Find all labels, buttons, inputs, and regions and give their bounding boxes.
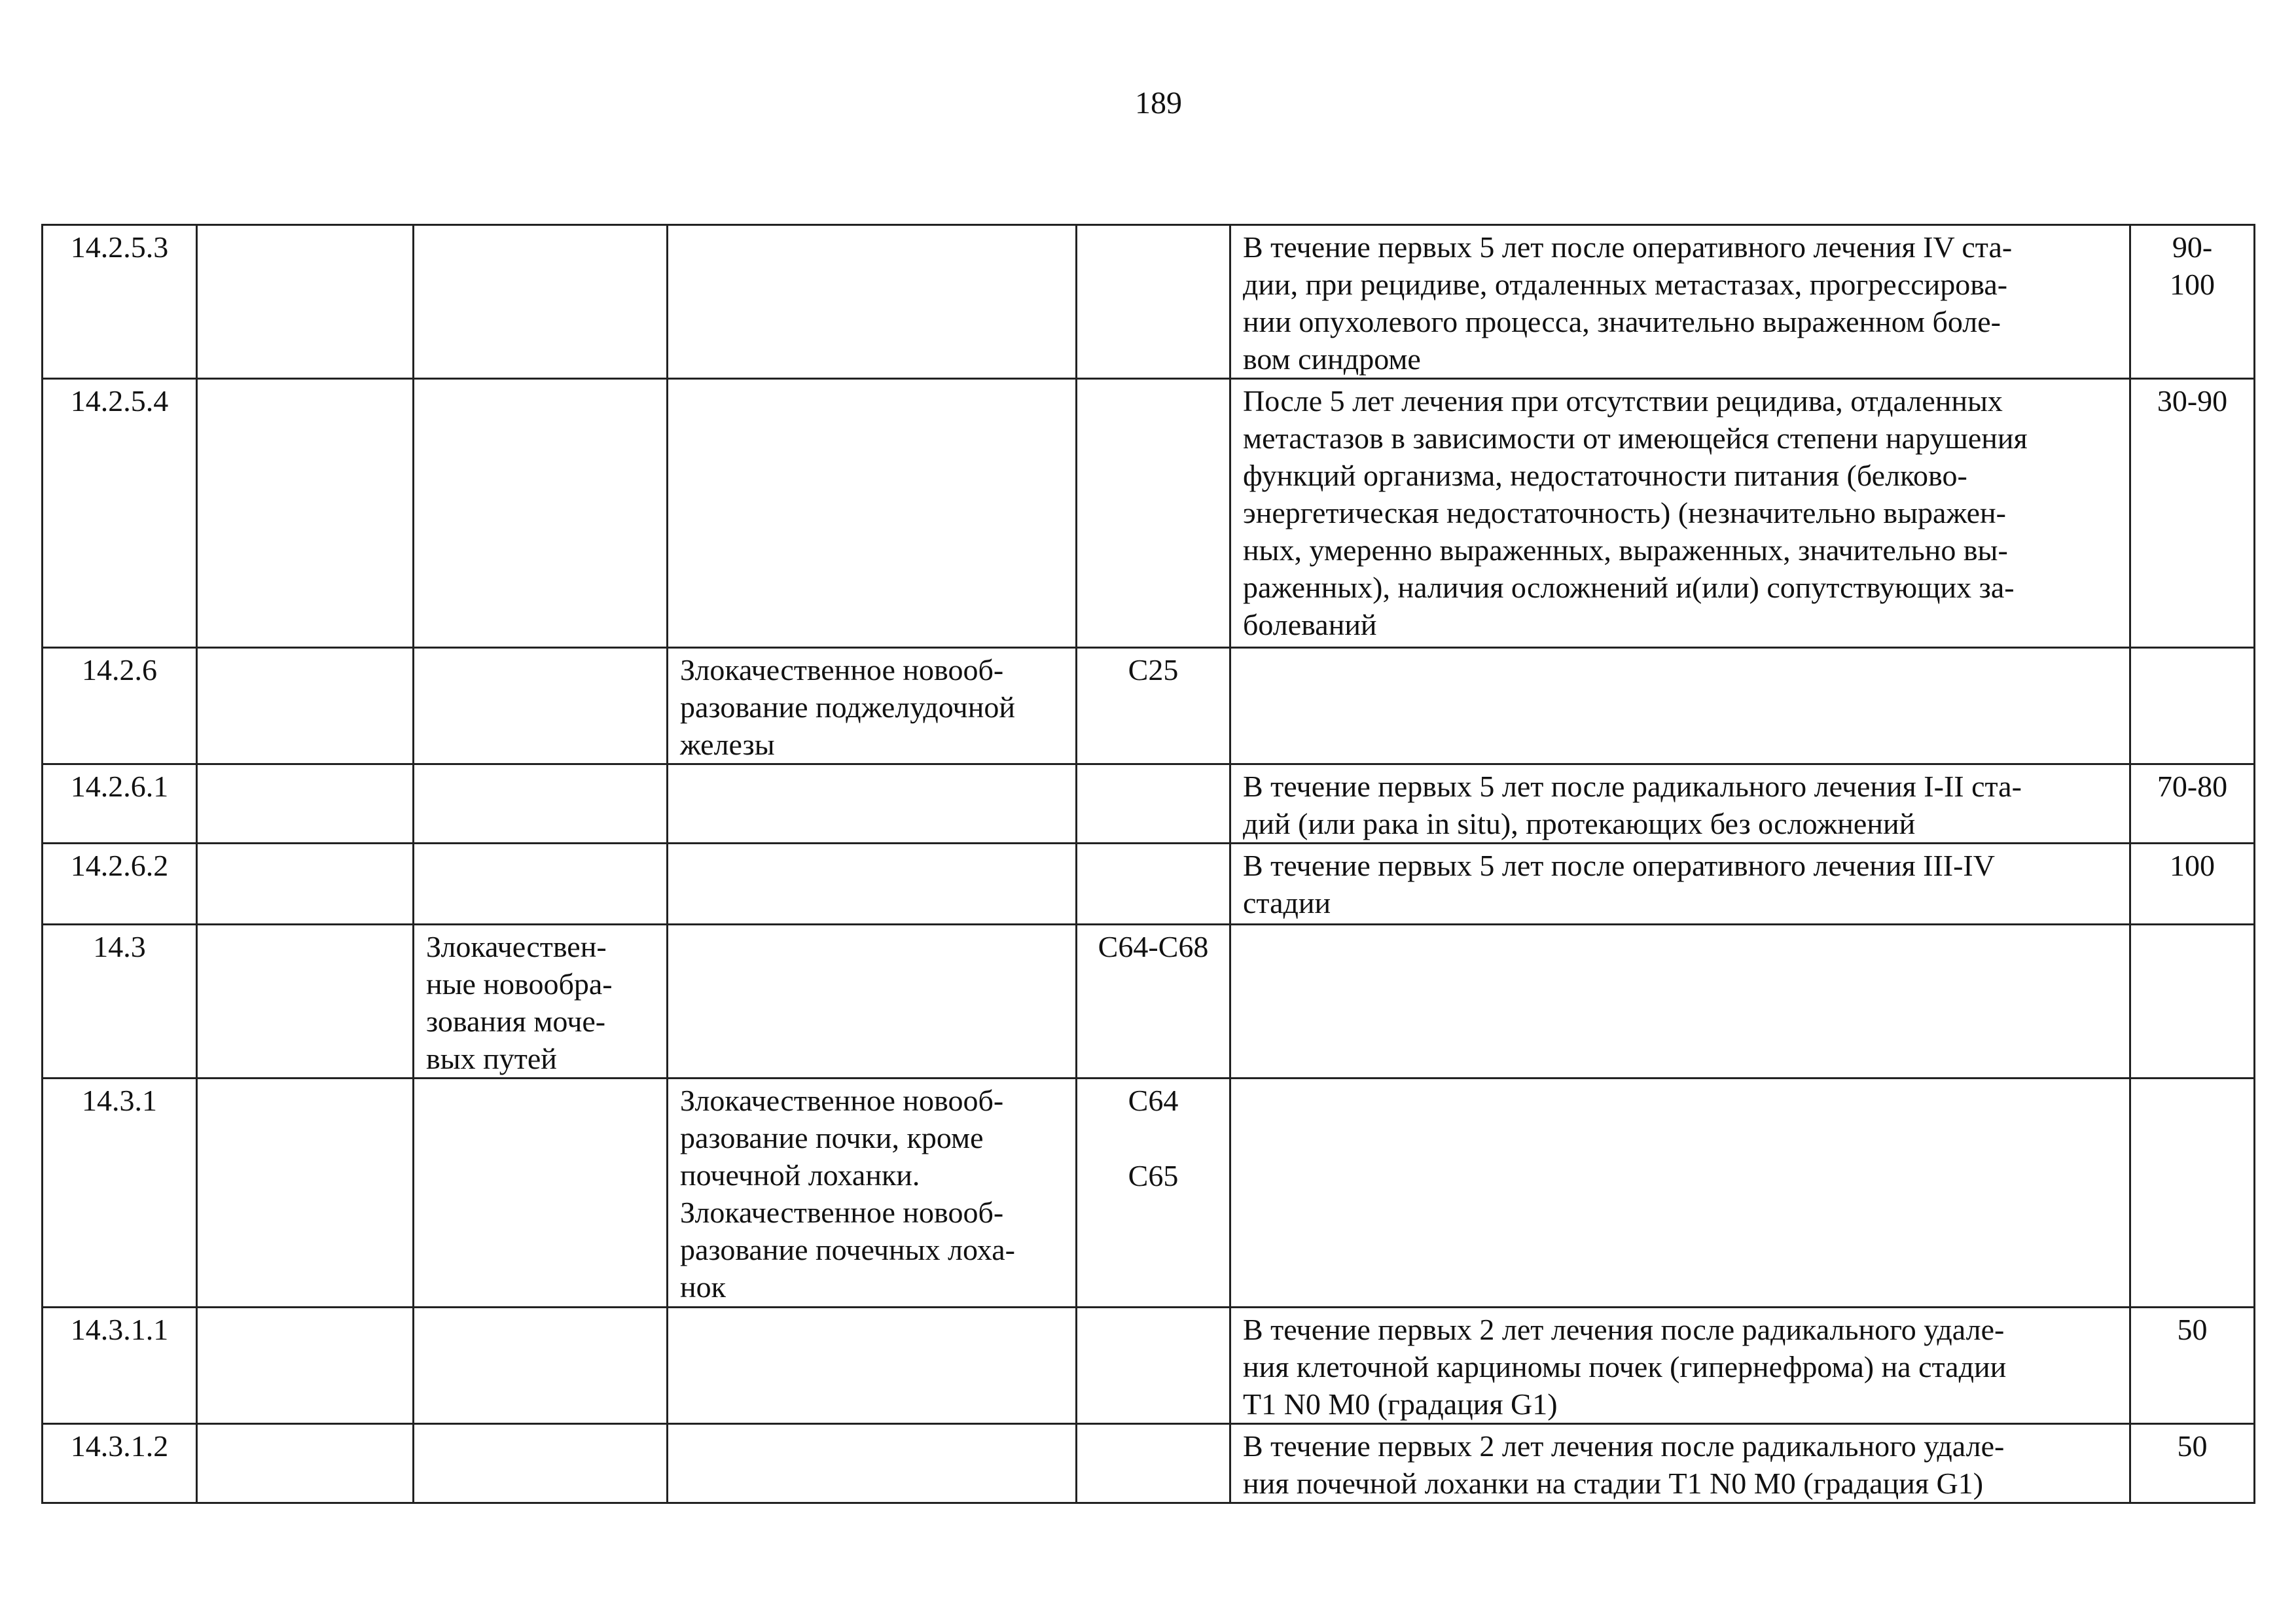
- disability-percent-cell: [2130, 225, 2255, 379]
- disease-group-cell: [414, 844, 668, 925]
- blank-cell: [197, 925, 414, 1079]
- disease-name-cell: [668, 1308, 1077, 1424]
- icd-code-cell: [1077, 1424, 1230, 1503]
- clinical-description-cell: [1230, 1424, 2130, 1503]
- disability-percent-cell: [2130, 764, 2255, 844]
- disease-line: разование почки, кроме: [680, 1121, 984, 1154]
- table-row: [43, 225, 2255, 379]
- description-line: ния почечной лоханки на стадии T1 N0 M0 (градация G1): [1243, 1467, 1984, 1500]
- table-row: [43, 648, 2255, 764]
- disability-criteria-table: [41, 224, 2255, 1504]
- disease-line: Злокачественное новооб-: [680, 1084, 1004, 1117]
- disability-percent-cell: [2130, 379, 2255, 648]
- icd-code-cell: [1077, 225, 1230, 379]
- blank-cell: [197, 225, 414, 379]
- blank-cell: [197, 379, 414, 648]
- clinical-description-cell: [1230, 1079, 2130, 1308]
- row-number-cell: [43, 648, 197, 764]
- disease-name-cell: [668, 764, 1077, 844]
- row-number-cell: [43, 925, 197, 1079]
- row-number: 14.3: [93, 930, 146, 963]
- disease-line: Злокачественное новооб-: [680, 653, 1004, 687]
- description-line: метастазов в зависимости от имеющейся степени нарушения: [1243, 421, 2028, 455]
- description-line: ния клеточной карциномы почек (гипернефрома) на стадии: [1243, 1350, 2007, 1383]
- disability-percent-cell: [2130, 925, 2255, 1079]
- percent-line: 50: [2177, 1313, 2208, 1346]
- blank-cell: [197, 1308, 414, 1424]
- percent-line: 70-80: [2157, 770, 2228, 803]
- icd-code-cell: [1077, 844, 1230, 925]
- disease-group-cell: [414, 1424, 668, 1503]
- description-line: В течение первых 2 лет лечения после радикального удале-: [1243, 1429, 2005, 1463]
- table-row: [43, 764, 2255, 844]
- disease-name-cell: [668, 925, 1077, 1079]
- row-number: 14.2.5.4: [70, 384, 169, 418]
- disease-name-cell: [668, 379, 1077, 648]
- row-number: 14.2.6.1: [70, 770, 169, 803]
- description-line: энергетическая недостаточность) (незначительно выражен-: [1243, 496, 2006, 529]
- disability-percent-cell: [2130, 1308, 2255, 1424]
- description-line: ных, умеренно выраженных, выраженных, значительно вы-: [1243, 533, 2008, 567]
- icd-code-cell: [1077, 764, 1230, 844]
- disease-line: почечной лоханки.: [680, 1158, 920, 1192]
- row-number-cell: [43, 1308, 197, 1424]
- clinical-description-cell: [1230, 379, 2130, 648]
- blank-cell: [197, 764, 414, 844]
- row-number-cell: [43, 379, 197, 648]
- code-line: C25: [1128, 653, 1179, 687]
- disease-group-cell: [414, 379, 668, 648]
- description-line: В течение первых 5 лет после оперативного лечения III-IV: [1243, 849, 1995, 882]
- clinical-description-cell: [1230, 844, 2130, 925]
- group-line: зования моче-: [426, 1005, 606, 1038]
- group-line: Злокачествен-: [426, 930, 607, 963]
- disease-group-cell: [414, 225, 668, 379]
- description-line: В течение первых 2 лет лечения после радикального удале-: [1243, 1313, 2005, 1346]
- row-number-cell: [43, 1424, 197, 1503]
- icd-code-cell: [1077, 925, 1230, 1079]
- disease-group-cell: [414, 648, 668, 764]
- clinical-description-cell: [1230, 1308, 2130, 1424]
- percent-line: 100: [2170, 268, 2215, 301]
- description-line: В течение первых 5 лет после радикального лечения I-II ста-: [1243, 770, 2022, 803]
- disability-percent-cell: [2130, 1079, 2255, 1308]
- description-line: раженных), наличия осложнений и(или) сопутствующих за-: [1243, 571, 2015, 604]
- disease-group-cell: [414, 764, 668, 844]
- disease-group-cell: [414, 925, 668, 1079]
- code-line: C64: [1128, 1084, 1179, 1117]
- disease-name-cell: [668, 648, 1077, 764]
- disease-line: Злокачественное новооб-: [680, 1196, 1004, 1229]
- disability-percent-cell: [2130, 648, 2255, 764]
- disease-name-cell: [668, 844, 1077, 925]
- page-number: 189: [1135, 86, 1182, 120]
- disease-line: железы: [680, 728, 775, 761]
- description-line: После 5 лет лечения при отсутствии рецидива, отдаленных: [1243, 384, 2003, 418]
- blank-cell: [197, 844, 414, 925]
- disability-percent-cell: [2130, 844, 2255, 925]
- disease-group-cell: [414, 1079, 668, 1308]
- percent-line: 100: [2170, 849, 2215, 882]
- description-line: T1 N0 M0 (градация G1): [1243, 1387, 1558, 1421]
- disease-name-cell: [668, 1079, 1077, 1308]
- table-row: [43, 925, 2255, 1079]
- clinical-description-cell: [1230, 764, 2130, 844]
- blank-cell: [197, 648, 414, 764]
- icd-code-cell: [1077, 1079, 1230, 1308]
- percent-line: 30-90: [2157, 384, 2228, 418]
- blank-cell: [197, 1079, 414, 1308]
- description-line: В течение первых 5 лет после оперативного лечения IV ста-: [1243, 230, 2013, 264]
- table-row: [43, 379, 2255, 648]
- table-row: [43, 1308, 2255, 1424]
- row-number: 14.3.1.1: [70, 1313, 169, 1346]
- row-number: 14.3.1.2: [70, 1429, 169, 1463]
- clinical-description-cell: [1230, 925, 2130, 1079]
- percent-line: 50: [2177, 1429, 2208, 1463]
- table-row: [43, 1079, 2255, 1308]
- icd-code-cell: [1077, 648, 1230, 764]
- row-number-cell: [43, 844, 197, 925]
- clinical-description-cell: [1230, 225, 2130, 379]
- icd-code-cell: [1077, 1308, 1230, 1424]
- description-line: вом синдроме: [1243, 342, 1421, 376]
- blank-cell: [197, 1424, 414, 1503]
- table-row: [43, 844, 2255, 925]
- description-line: дии, при рецидиве, отдаленных метастазах, прогрессирова-: [1243, 268, 2008, 301]
- disease-group-cell: [414, 1308, 668, 1424]
- code-line: C64-C68: [1098, 930, 1209, 963]
- icd-code-cell: [1077, 379, 1230, 648]
- group-line: ные новообра-: [426, 967, 613, 1001]
- row-number-cell: [43, 764, 197, 844]
- disease-line: разование поджелудочной: [680, 690, 1015, 724]
- table-body: [43, 225, 2255, 1503]
- table-row: [43, 1424, 2255, 1503]
- description-line: болеваний: [1243, 608, 1377, 641]
- row-number-cell: [43, 1079, 197, 1308]
- row-number: 14.3.1: [82, 1084, 157, 1117]
- description-line: функций организма, недостаточности питания (белково-: [1243, 459, 1967, 492]
- row-number: 14.2.6.2: [70, 849, 169, 882]
- description-line: нии опухолевого процесса, значительно выраженном боле-: [1243, 305, 2001, 338]
- disease-line: нок: [680, 1270, 726, 1304]
- group-line: вых путей: [426, 1042, 557, 1075]
- description-line: дий (или рака in situ), протекающих без осложнений: [1243, 807, 1916, 840]
- disability-percent-cell: [2130, 1424, 2255, 1503]
- row-number: 14.2.6: [82, 653, 157, 687]
- clinical-description-cell: [1230, 648, 2130, 764]
- code-line: C65: [1128, 1159, 1179, 1192]
- disease-name-cell: [668, 1424, 1077, 1503]
- row-number-cell: [43, 225, 197, 379]
- disease-name-cell: [668, 225, 1077, 379]
- percent-line: 90-: [2172, 230, 2213, 264]
- disease-line: разование почечных лоха-: [680, 1233, 1015, 1266]
- row-number: 14.2.5.3: [70, 230, 169, 264]
- description-line: стадии: [1243, 886, 1331, 919]
